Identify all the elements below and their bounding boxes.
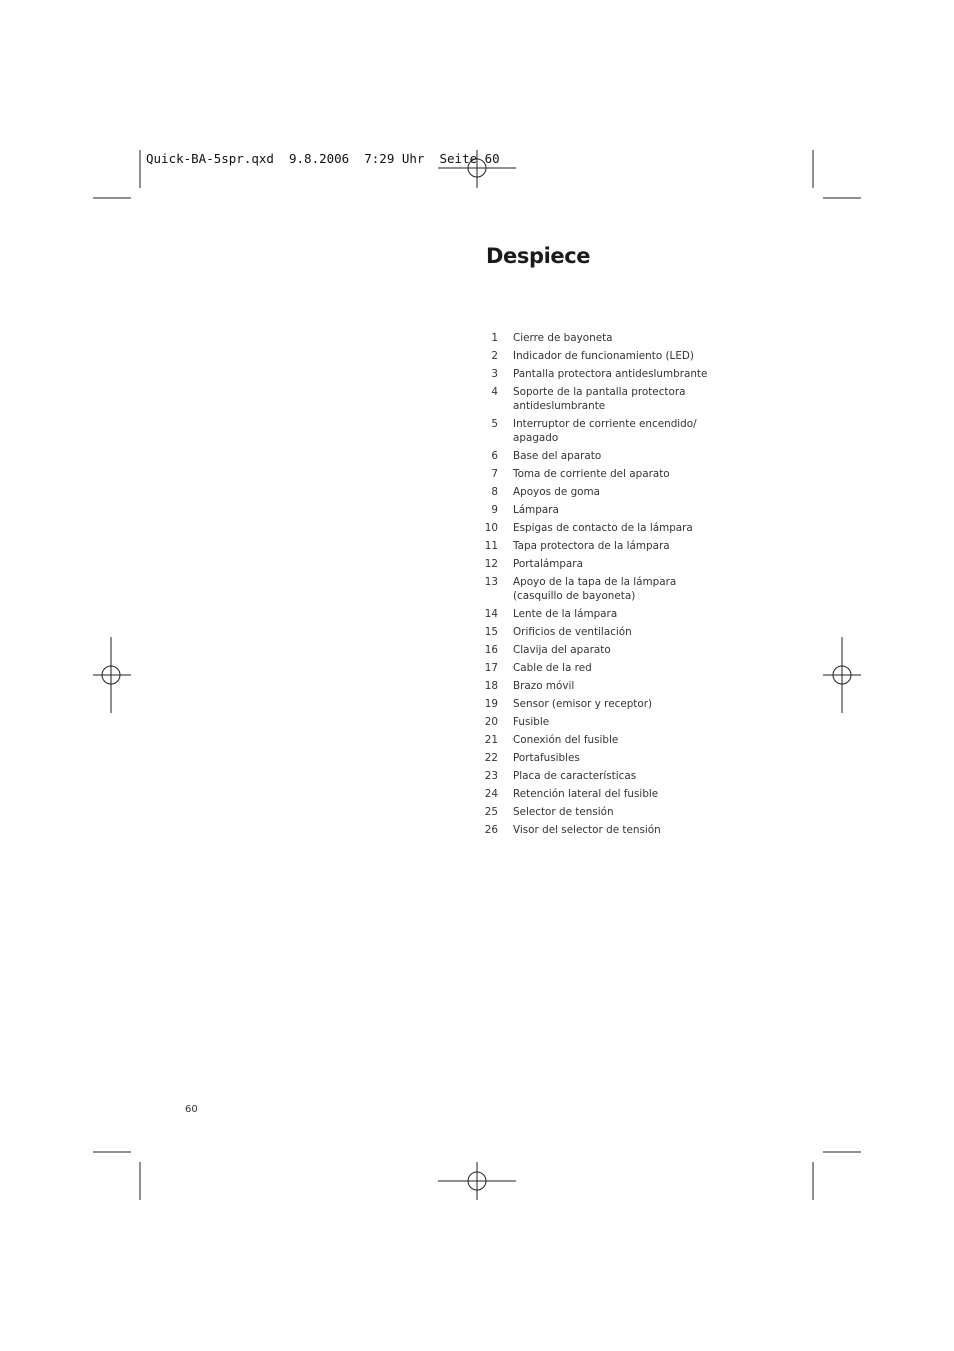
print-slug-line: Quick-BA-5spr.qxd 9.8.2006 7:29 Uhr Seite 60 — [146, 151, 500, 166]
parts-list-item — [484, 485, 714, 499]
part-number: 7 — [491, 468, 498, 480]
part-name: Cierre de bayoneta — [513, 332, 613, 344]
page-number: 60 — [185, 1104, 198, 1115]
parts-list-item — [484, 521, 714, 535]
parts-list-item — [484, 823, 714, 837]
part-name: Sensor (emisor y receptor) — [513, 698, 653, 710]
part-name: Lámpara — [513, 504, 559, 516]
registration-mark-right — [823, 637, 861, 713]
part-number: 26 — [484, 824, 498, 836]
part-number: 21 — [484, 734, 498, 746]
parts-list-item — [484, 769, 714, 783]
part-number: 15 — [484, 626, 498, 638]
part-number: 11 — [484, 540, 498, 552]
part-number: 1 — [491, 332, 498, 344]
part-name: Selector de tensión — [513, 806, 614, 818]
parts-list-item — [484, 607, 714, 621]
part-name: Clavija del aparato — [513, 644, 611, 656]
parts-list-item — [484, 715, 714, 729]
part-name: Espigas de contacto de la lámpara — [513, 522, 693, 534]
part-name: Fusible — [513, 716, 550, 728]
parts-list-item — [484, 679, 714, 693]
part-number: 9 — [491, 504, 498, 516]
part-number: 3 — [491, 368, 498, 380]
part-name: Apoyos de goma — [513, 486, 601, 498]
part-number: 8 — [491, 486, 498, 498]
part-number: 16 — [484, 644, 498, 656]
part-name: Brazo móvil — [513, 680, 575, 692]
parts-list-item — [484, 787, 714, 801]
part-number: 17 — [484, 662, 498, 674]
registration-mark-left — [93, 637, 131, 713]
part-number: 14 — [484, 608, 498, 620]
part-name: Interruptor de corriente encendido/ apagado — [513, 418, 697, 444]
part-number: 13 — [484, 576, 498, 588]
part-name: Visor del selector de tensión — [513, 824, 661, 836]
part-name: Indicador de funcionamiento (LED) — [513, 350, 694, 362]
parts-list-item — [484, 539, 714, 553]
part-number: 18 — [484, 680, 498, 692]
part-number: 6 — [491, 450, 498, 462]
part-number: 25 — [484, 806, 498, 818]
part-name: Retención lateral del fusible — [513, 788, 659, 800]
parts-list-item — [484, 575, 714, 603]
part-number: 19 — [484, 698, 498, 710]
parts-list-item — [484, 385, 714, 413]
parts-list-item — [484, 751, 714, 765]
parts-list — [484, 331, 714, 841]
parts-list-item — [484, 503, 714, 517]
part-name: Lente de la lámpara — [513, 608, 618, 620]
parts-list-item — [484, 697, 714, 711]
parts-list-item — [484, 331, 714, 345]
parts-list-item — [484, 349, 714, 363]
registration-mark-bottom — [438, 1162, 516, 1200]
parts-list-item — [484, 625, 714, 639]
part-number: 23 — [484, 770, 498, 782]
part-number: 4 — [491, 386, 498, 398]
parts-list-item — [484, 805, 714, 819]
part-number: 20 — [484, 716, 498, 728]
part-name: Placa de características — [513, 770, 637, 782]
parts-list-item — [484, 733, 714, 747]
part-name: Cable de la red — [513, 662, 592, 674]
part-number: 22 — [484, 752, 498, 764]
part-number: 10 — [484, 522, 498, 534]
part-name: Portalámpara — [513, 558, 583, 570]
parts-list-item — [484, 367, 714, 381]
parts-list-item — [484, 643, 714, 657]
part-number: 12 — [484, 558, 498, 570]
page-title: Despiece — [486, 244, 591, 268]
parts-list-item — [484, 449, 714, 463]
part-number: 5 — [491, 418, 498, 430]
part-name: Apoyo de la tapa de la lámpara (casquillo de bayoneta) — [513, 576, 677, 602]
part-name: Conexión del fusible — [513, 734, 619, 746]
part-name: Toma de corriente del aparato — [513, 468, 670, 480]
part-name: Portafusibles — [513, 752, 580, 764]
parts-list-item — [484, 417, 714, 445]
parts-list-item — [484, 557, 714, 571]
part-name: Base del aparato — [513, 450, 602, 462]
part-number: 2 — [491, 350, 498, 362]
parts-list-item — [484, 467, 714, 481]
part-name: Soporte de la pantalla protectora antideslumbrante — [513, 386, 686, 412]
part-name: Orificios de ventilación — [513, 626, 632, 638]
parts-list-item — [484, 661, 714, 675]
part-number: 24 — [484, 788, 498, 800]
part-name: Pantalla protectora antideslumbrante — [513, 368, 708, 380]
part-name: Tapa protectora de la lámpara — [513, 540, 670, 552]
